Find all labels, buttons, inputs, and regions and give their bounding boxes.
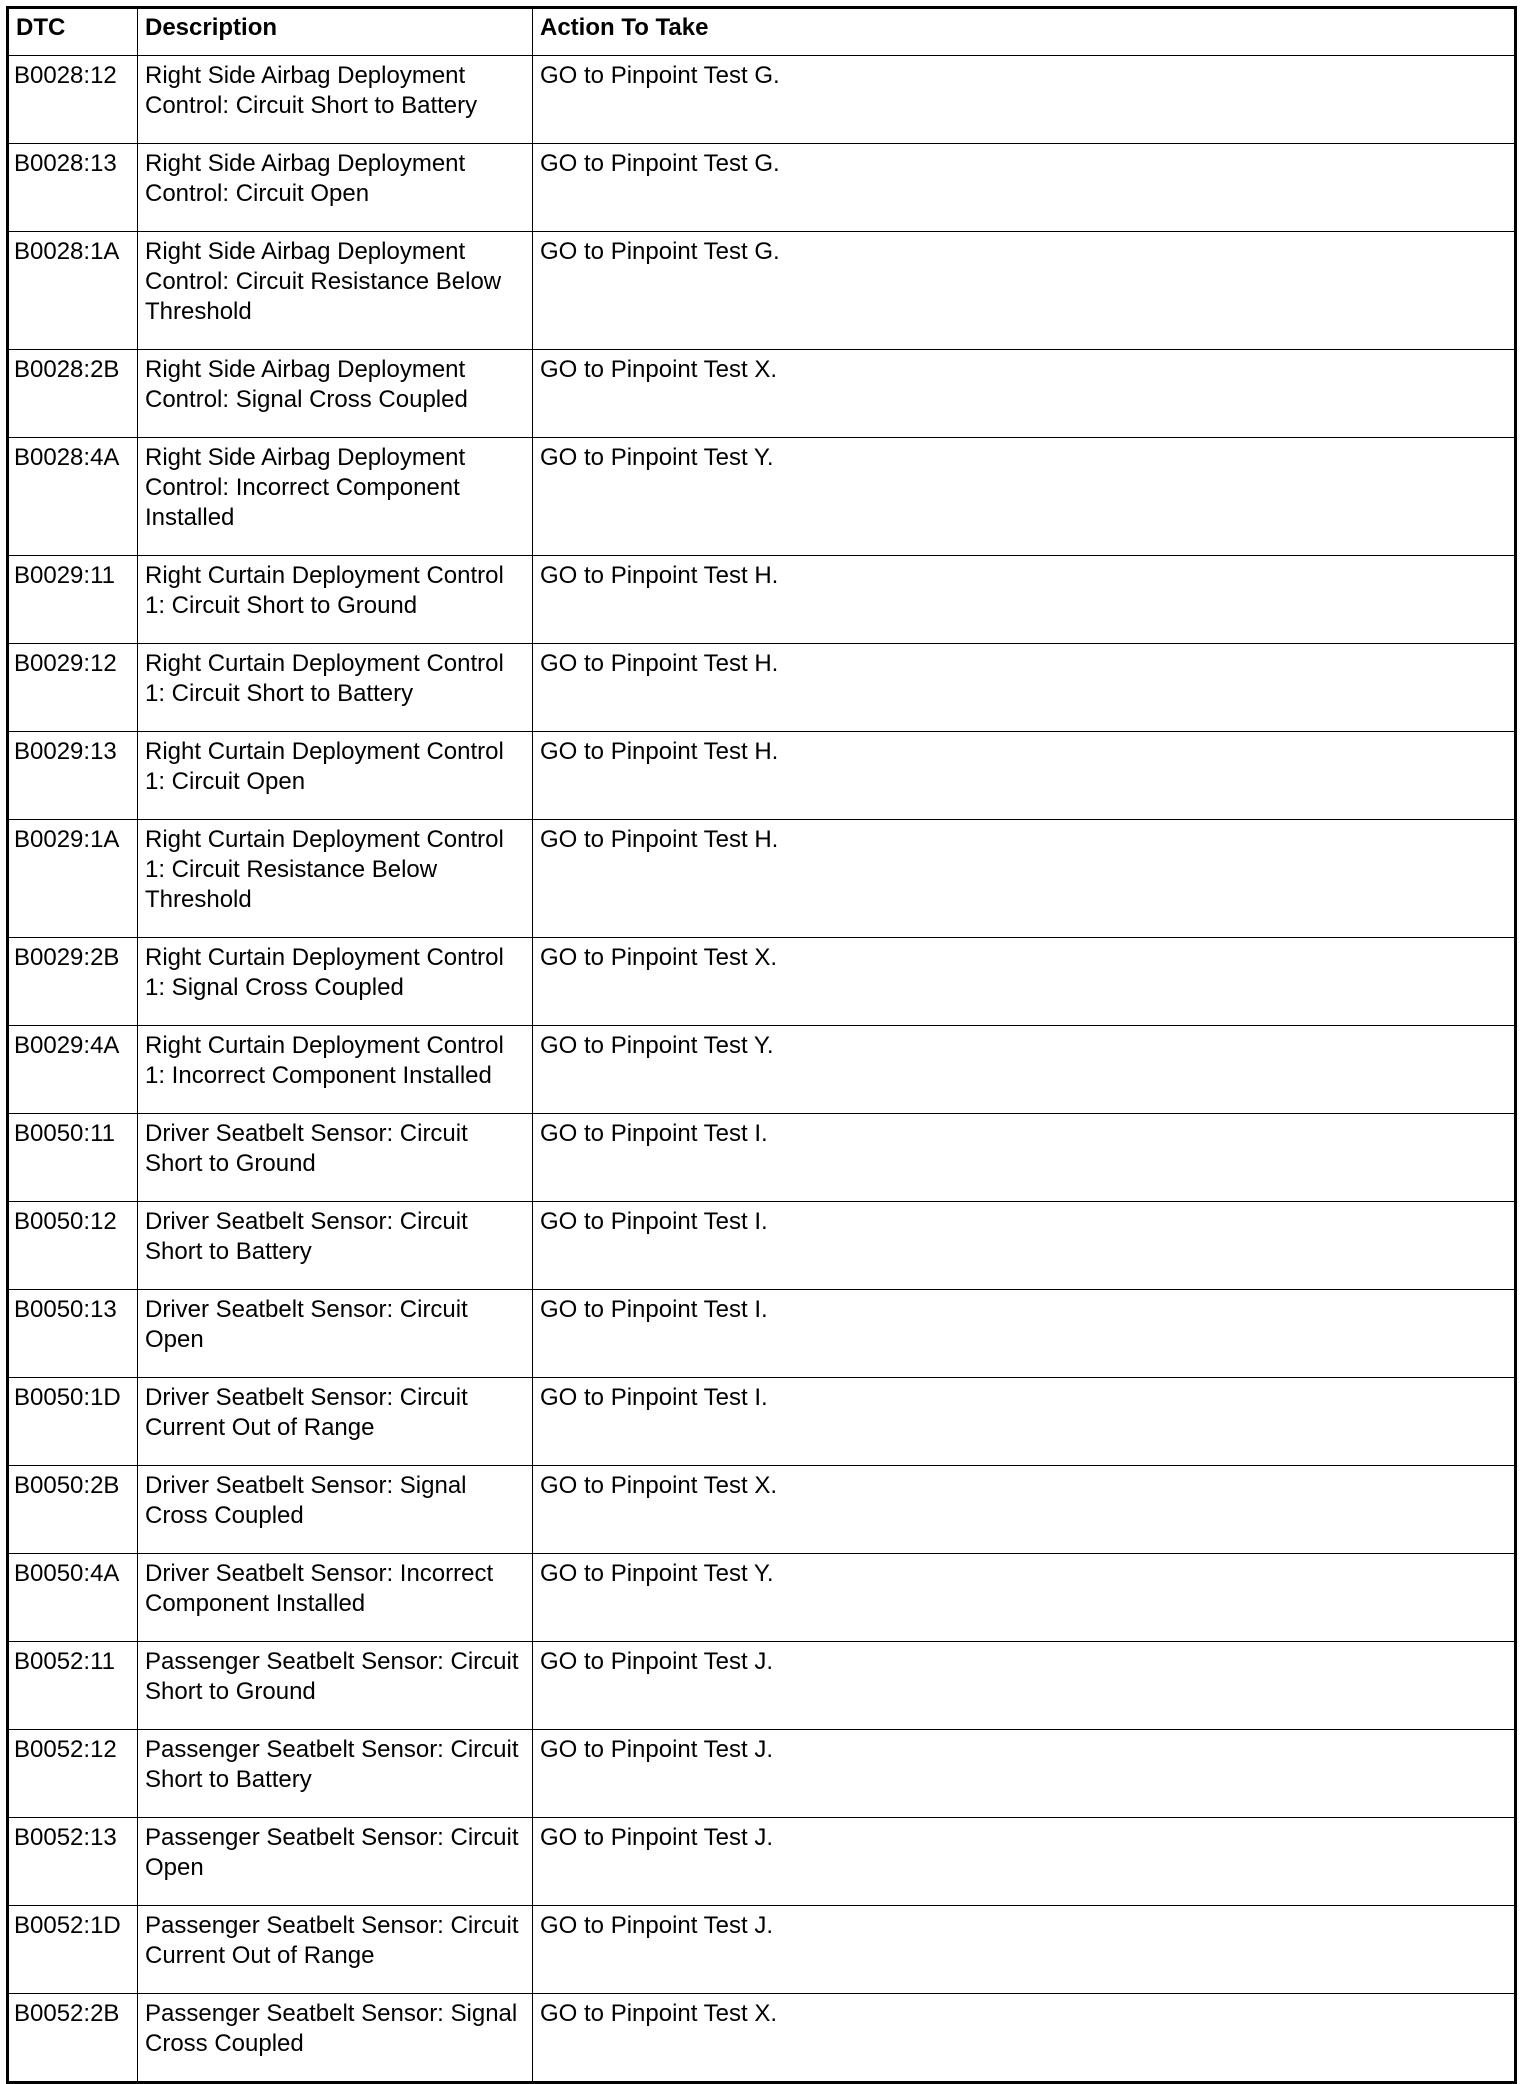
description-cell: Driver Seatbelt Sensor: Circuit Short to Ground xyxy=(138,1114,533,1202)
action-cell: GO to Pinpoint Test I. xyxy=(533,1378,1516,1466)
action-cell: GO to Pinpoint Test X. xyxy=(533,938,1516,1026)
description-cell: Driver Seatbelt Sensor: Incorrect Component Installed xyxy=(138,1554,533,1642)
table-row xyxy=(8,232,1516,350)
dtc-cell: B0028:12 xyxy=(8,56,138,144)
action-cell: GO to Pinpoint Test J. xyxy=(533,1818,1516,1906)
description-cell: Driver Seatbelt Sensor: Circuit Short to Battery xyxy=(138,1202,533,1290)
table-row xyxy=(8,556,1516,644)
dtc-cell: B0050:1D xyxy=(8,1378,138,1466)
header-row xyxy=(8,8,1516,56)
description-cell: Right Curtain Deployment Control 1: Signal Cross Coupled xyxy=(138,938,533,1026)
dtc-cell: B0050:4A xyxy=(8,1554,138,1642)
table-row xyxy=(8,820,1516,938)
description-cell: Driver Seatbelt Sensor: Circuit Current Out of Range xyxy=(138,1378,533,1466)
description-cell: Right Curtain Deployment Control 1: Circuit Resistance Below Threshold xyxy=(138,820,533,938)
table-row xyxy=(8,1906,1516,1994)
table-row xyxy=(8,1554,1516,1642)
header-description: Description xyxy=(138,8,533,56)
dtc-cell: B0028:4A xyxy=(8,438,138,556)
dtc-cell: B0050:11 xyxy=(8,1114,138,1202)
dtc-cell: B0029:13 xyxy=(8,732,138,820)
dtc-cell: B0029:2B xyxy=(8,938,138,1026)
table-row xyxy=(8,56,1516,144)
action-cell: GO to Pinpoint Test G. xyxy=(533,56,1516,144)
header-dtc: DTC xyxy=(8,8,138,56)
description-cell: Passenger Seatbelt Sensor: Circuit Current Out of Range xyxy=(138,1906,533,1994)
description-cell: Passenger Seatbelt Sensor: Circuit Short to Ground xyxy=(138,1642,533,1730)
action-cell: GO to Pinpoint Test H. xyxy=(533,732,1516,820)
table-row xyxy=(8,1994,1516,2083)
table-row xyxy=(8,644,1516,732)
table-row xyxy=(8,1378,1516,1466)
action-cell: GO to Pinpoint Test I. xyxy=(533,1290,1516,1378)
description-cell: Passenger Seatbelt Sensor: Circuit Short to Battery xyxy=(138,1730,533,1818)
dtc-cell: B0052:12 xyxy=(8,1730,138,1818)
description-cell: Driver Seatbelt Sensor: Circuit Open xyxy=(138,1290,533,1378)
description-cell: Right Curtain Deployment Control 1: Circuit Short to Ground xyxy=(138,556,533,644)
dtc-cell: B0028:13 xyxy=(8,144,138,232)
description-cell: Right Side Airbag Deployment Control: Circuit Resistance Below Threshold xyxy=(138,232,533,350)
action-cell: GO to Pinpoint Test X. xyxy=(533,1466,1516,1554)
header-action: Action To Take xyxy=(533,8,1516,56)
action-cell: GO to Pinpoint Test J. xyxy=(533,1730,1516,1818)
description-cell: Passenger Seatbelt Sensor: Signal Cross Coupled xyxy=(138,1994,533,2083)
dtc-cell: B0028:2B xyxy=(8,350,138,438)
action-cell: GO to Pinpoint Test J. xyxy=(533,1642,1516,1730)
table-row xyxy=(8,1026,1516,1114)
description-cell: Driver Seatbelt Sensor: Signal Cross Coupled xyxy=(138,1466,533,1554)
table-row xyxy=(8,1114,1516,1202)
dtc-cell: B0050:13 xyxy=(8,1290,138,1378)
action-cell: GO to Pinpoint Test H. xyxy=(533,820,1516,938)
dtc-cell: B0028:1A xyxy=(8,232,138,350)
table-row xyxy=(8,938,1516,1026)
description-cell: Right Side Airbag Deployment Control: Signal Cross Coupled xyxy=(138,350,533,438)
description-cell: Right Curtain Deployment Control 1: Circuit Short to Battery xyxy=(138,644,533,732)
action-cell: GO to Pinpoint Test I. xyxy=(533,1202,1516,1290)
table-row xyxy=(8,732,1516,820)
dtc-cell: B0052:13 xyxy=(8,1818,138,1906)
dtc-cell: B0029:11 xyxy=(8,556,138,644)
description-cell: Right Side Airbag Deployment Control: Incorrect Component Installed xyxy=(138,438,533,556)
action-cell: GO to Pinpoint Test H. xyxy=(533,556,1516,644)
table-row xyxy=(8,1290,1516,1378)
dtc-cell: B0052:1D xyxy=(8,1906,138,1994)
description-cell: Passenger Seatbelt Sensor: Circuit Open xyxy=(138,1818,533,1906)
table-row xyxy=(8,1466,1516,1554)
table-row xyxy=(8,350,1516,438)
action-cell: GO to Pinpoint Test X. xyxy=(533,1994,1516,2083)
table-row xyxy=(8,144,1516,232)
action-cell: GO to Pinpoint Test Y. xyxy=(533,438,1516,556)
description-cell: Right Side Airbag Deployment Control: Circuit Short to Battery xyxy=(138,56,533,144)
description-cell: Right Side Airbag Deployment Control: Circuit Open xyxy=(138,144,533,232)
dtc-cell: B0029:4A xyxy=(8,1026,138,1114)
action-cell: GO to Pinpoint Test X. xyxy=(533,350,1516,438)
description-cell: Right Curtain Deployment Control 1: Incorrect Component Installed xyxy=(138,1026,533,1114)
dtc-cell: B0029:12 xyxy=(8,644,138,732)
dtc-cell: B0050:2B xyxy=(8,1466,138,1554)
table-row xyxy=(8,1818,1516,1906)
table-row xyxy=(8,1642,1516,1730)
action-cell: GO to Pinpoint Test I. xyxy=(533,1114,1516,1202)
table-row xyxy=(8,438,1516,556)
action-cell: GO to Pinpoint Test J. xyxy=(533,1906,1516,1994)
action-cell: GO to Pinpoint Test G. xyxy=(533,144,1516,232)
dtc-cell: B0052:2B xyxy=(8,1994,138,2083)
table-row xyxy=(8,1202,1516,1290)
action-cell: GO to Pinpoint Test Y. xyxy=(533,1026,1516,1114)
table-row xyxy=(8,1730,1516,1818)
action-cell: GO to Pinpoint Test H. xyxy=(533,644,1516,732)
dtc-cell: B0050:12 xyxy=(8,1202,138,1290)
description-cell: Right Curtain Deployment Control 1: Circuit Open xyxy=(138,732,533,820)
dtc-table xyxy=(6,6,1517,2084)
action-cell: GO to Pinpoint Test Y. xyxy=(533,1554,1516,1642)
dtc-cell: B0029:1A xyxy=(8,820,138,938)
action-cell: GO to Pinpoint Test G. xyxy=(533,232,1516,350)
dtc-cell: B0052:11 xyxy=(8,1642,138,1730)
